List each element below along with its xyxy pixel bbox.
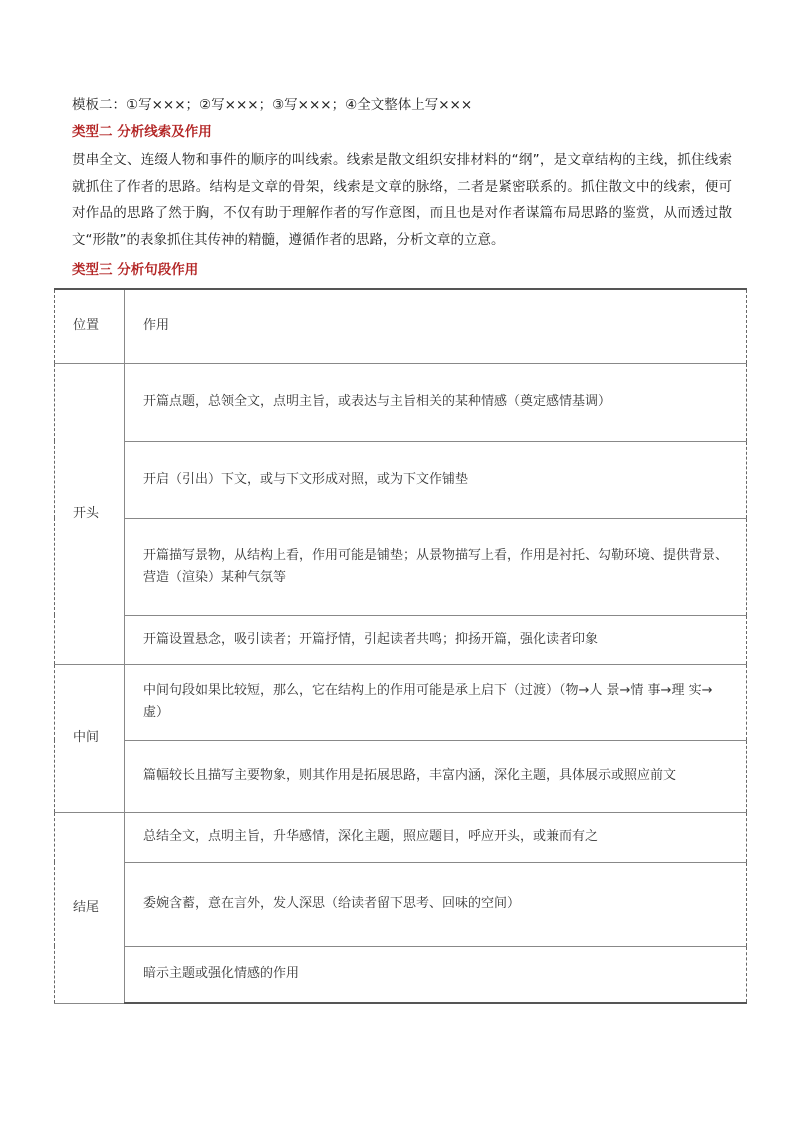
function-cell: 中间句段如果比较短，那么，它在结构上的作用可能是承上启下（过渡）（物→人 景→情 事→理 实→虚） — [125, 664, 747, 740]
table-header-row — [55, 289, 747, 363]
table-row — [55, 862, 747, 946]
section2-paragraph: 贯串全文、连缀人物和事件的顺序的叫线索。线索是散文组织安排材料的“纲”，是文章结构的主线，抓住线索就抓住了作者的思路。结构是文章的骨架，线索是文章的脉络，二者是紧密联系的。抓住散文中的线索，便可对作品的思路了然于胸，不仅有助于理解作者的写作意图，而且也是对作者谋篇布局思路的鉴赏，从而透过散文“形散”的表象抓住其传神的精髓，遵循作者的思路，分析文章的立意。 — [72, 152, 732, 248]
position-cell-opening: 开头 — [55, 363, 125, 664]
function-table — [54, 288, 747, 1004]
function-cell: 暗示主题或强化情感的作用 — [125, 946, 747, 1003]
function-cell: 开篇描写景物，从结构上看，作用可能是铺垫；从景物描写上看，作用是衬托、勾勒环境、提供背景、营造（渲染）某种气氛等 — [125, 518, 747, 615]
section2-heading: 类型二 分析线索及作用 — [72, 124, 212, 140]
function-cell: 开篇设置悬念，吸引读者；开篇抒情，引起读者共鸣；抑扬开篇，强化读者印象 — [125, 615, 747, 664]
table-row — [55, 363, 747, 441]
table-row — [55, 518, 747, 615]
table-row — [55, 615, 747, 664]
section3-heading: 类型三 分析句段作用 — [72, 262, 199, 278]
table-row — [55, 812, 747, 862]
function-cell: 开启（引出）下文，或与下文形成对照，或为下文作铺垫 — [125, 441, 747, 518]
header-position: 位置 — [55, 289, 125, 363]
function-cell: 总结全文，点明主旨，升华感情，深化主题，照应题目，呼应开头，或兼而有之 — [125, 812, 747, 862]
position-cell-middle: 中间 — [55, 664, 125, 812]
position-cell-ending: 结尾 — [55, 812, 125, 1003]
function-cell: 委婉含蓄，意在言外，发人深思（给读者留下思考、回味的空间） — [125, 862, 747, 946]
table-row — [55, 946, 747, 1003]
table-row — [55, 441, 747, 518]
table-row — [55, 664, 747, 740]
header-function: 作用 — [125, 289, 747, 363]
template-line: 模板二：①写×××；②写×××；③写×××；④全文整体上写××× — [72, 97, 473, 113]
table-row — [55, 740, 747, 812]
function-cell: 篇幅较长且描写主要物象，则其作用是拓展思路，丰富内涵，深化主题，具体展示或照应前文 — [125, 740, 747, 812]
function-cell: 开篇点题，总领全文，点明主旨，或表达与主旨相关的某种情感（奠定感情基调） — [125, 363, 747, 441]
